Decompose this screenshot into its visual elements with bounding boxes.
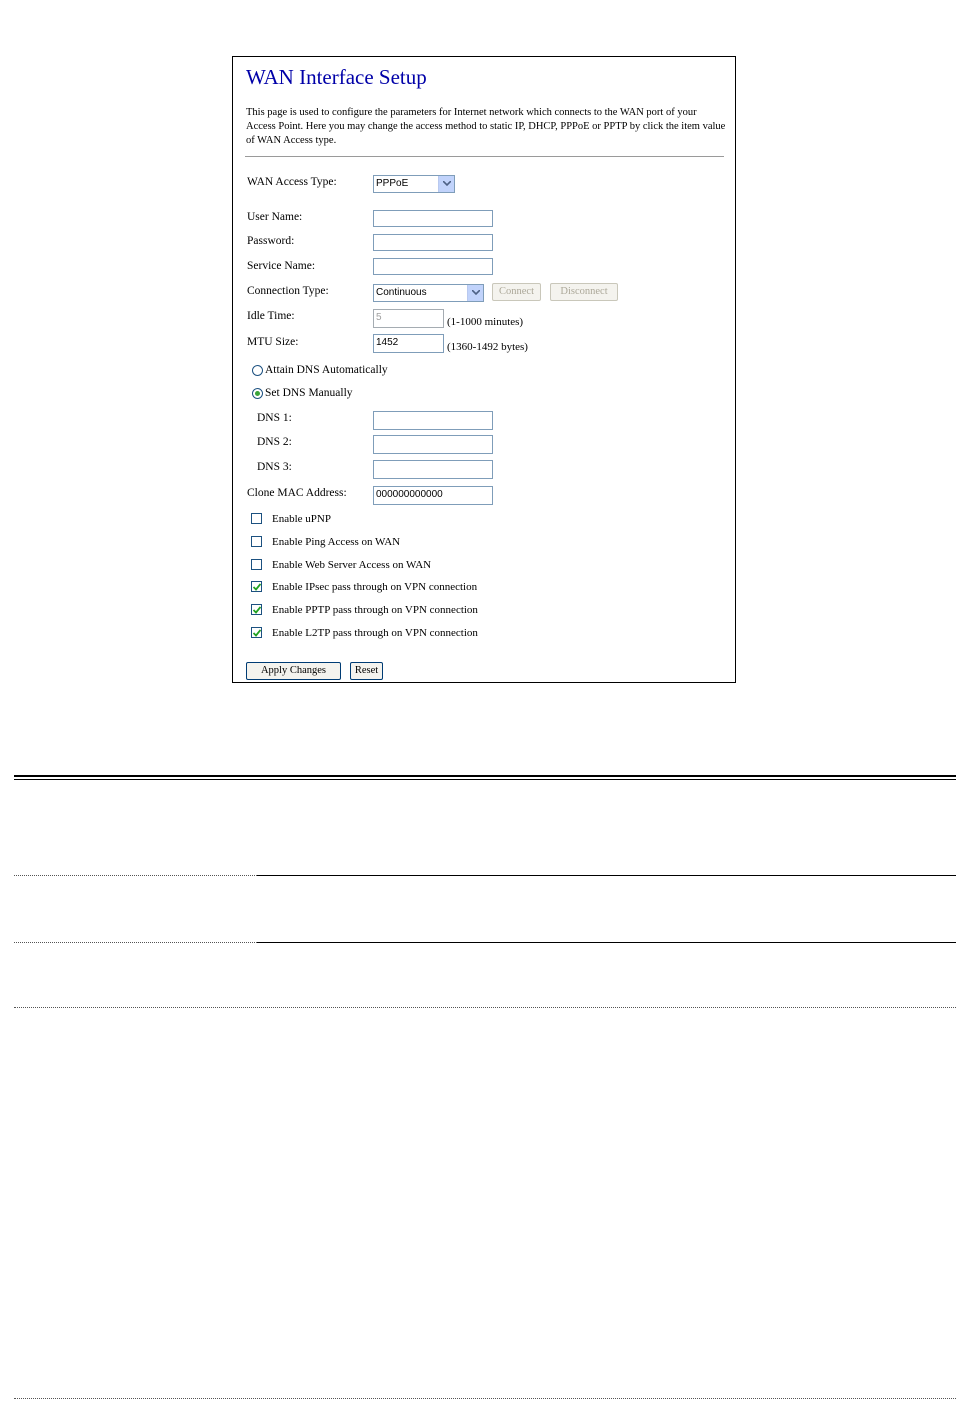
idle-time-hint: (1-1000 minutes): [447, 316, 524, 328]
ipsec-passthrough-label: Enable IPsec pass through on VPN connection: [272, 581, 478, 593]
upnp-label: Enable uPNP: [272, 513, 331, 525]
pptp-passthrough-label: Enable PPTP pass through on VPN connection: [272, 604, 478, 616]
wan-access-type-value: PPPoE: [376, 178, 409, 189]
idle-time-label: Idle Time:: [247, 310, 295, 322]
page-description: This page is used to configure the parameters for Internet network which connects to the WAN port of your Access Point. Here you may change the access method to static IP, DHCP, PPPoE or PPTP by click the item value of WAN Access type.: [246, 107, 726, 146]
chevron-down-icon: [438, 176, 454, 192]
connect-button[interactable]: Connect: [492, 283, 541, 301]
dns2-label: DNS 2:: [257, 436, 292, 448]
wan-access-type-select[interactable]: [373, 175, 455, 193]
dns3-label: DNS 3:: [257, 461, 292, 473]
dns-auto-radio[interactable]: [252, 365, 263, 376]
web-server-access-label: Enable Web Server Access on WAN: [272, 559, 432, 571]
connection-type-value: Continuous: [376, 287, 427, 298]
table-row-rule-left: [14, 875, 257, 876]
service-name-label: Service Name:: [247, 260, 316, 272]
divider: [245, 156, 724, 157]
pptp-passthrough-checkbox[interactable]: [251, 604, 262, 615]
mtu-size-hint: (1360-1492 bytes): [447, 341, 528, 353]
page-title: WAN Interface Setup: [246, 65, 427, 89]
table-row-rule: [14, 1007, 956, 1008]
ping-access-checkbox[interactable]: [251, 536, 262, 547]
table-row-rule-right: [257, 875, 956, 876]
apply-changes-button[interactable]: Apply Changes: [246, 662, 341, 680]
chevron-down-icon: [467, 285, 483, 301]
checkmark-icon: [253, 629, 261, 637]
radio-selected-dot: [255, 391, 260, 396]
dns3-input[interactable]: [373, 460, 493, 479]
clone-mac-label: Clone MAC Address:: [247, 487, 347, 499]
checkmark-icon: [253, 583, 261, 591]
connection-type-label: Connection Type:: [247, 285, 329, 297]
dns-manual-radio[interactable]: [252, 388, 263, 399]
reset-button[interactable]: Reset: [350, 662, 383, 680]
l2tp-passthrough-label: Enable L2TP pass through on VPN connection: [272, 627, 478, 639]
web-server-access-checkbox[interactable]: [251, 559, 262, 570]
l2tp-passthrough-checkbox[interactable]: [251, 627, 262, 638]
upnp-checkbox[interactable]: [251, 513, 262, 524]
disconnect-button[interactable]: Disconnect: [550, 283, 618, 301]
dns-manual-label: Set DNS Manually: [265, 387, 353, 399]
table-row-rule-right: [257, 942, 956, 943]
ping-access-label: Enable Ping Access on WAN: [272, 536, 401, 548]
ipsec-passthrough-checkbox[interactable]: [251, 581, 262, 592]
clone-mac-input[interactable]: 000000000000: [373, 486, 493, 505]
user-name-label: User Name:: [247, 211, 303, 223]
service-name-input[interactable]: [373, 258, 493, 275]
mtu-size-label: MTU Size:: [247, 336, 299, 348]
checkmark-icon: [253, 606, 261, 614]
table-row-rule-left: [14, 942, 257, 943]
dns2-input[interactable]: [373, 435, 493, 454]
dns1-input[interactable]: [373, 411, 493, 430]
password-label: Password:: [247, 235, 295, 247]
dns1-label: DNS 1:: [257, 412, 292, 424]
idle-time-input[interactable]: 5: [373, 309, 444, 328]
mtu-size-input[interactable]: 1452: [373, 334, 444, 353]
password-input[interactable]: [373, 234, 493, 251]
connection-type-select[interactable]: [373, 284, 484, 302]
table-top-rule: [14, 775, 956, 777]
wan-setup-panel: [232, 56, 736, 683]
table-top-rule-double: [14, 779, 956, 780]
dns-auto-label: Attain DNS Automatically: [265, 364, 388, 376]
wan-access-type-label: WAN Access Type:: [247, 176, 337, 188]
user-name-input[interactable]: [373, 210, 493, 227]
table-bottom-rule: [14, 1398, 956, 1399]
